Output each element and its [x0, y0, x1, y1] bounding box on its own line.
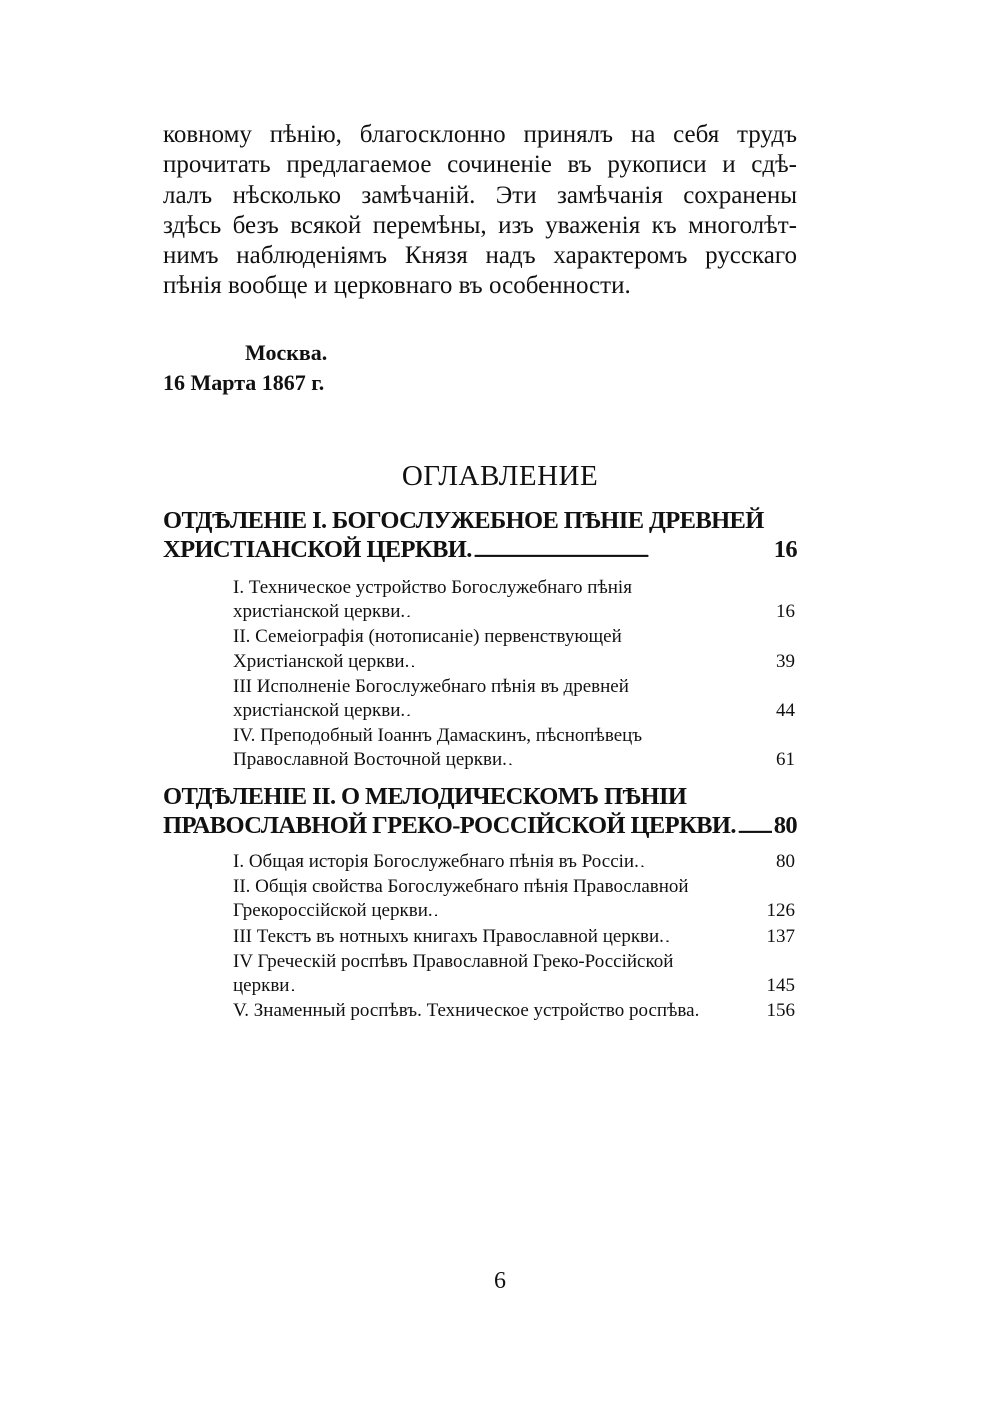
page-ref: 156 [766, 1000, 795, 1022]
toc-item [233, 899, 795, 924]
signature-place: Москва. [245, 340, 328, 365]
page-ref: 61 [776, 749, 795, 771]
page-ref: 126 [766, 900, 795, 922]
dot-leader [509, 748, 774, 773]
body-paragraph [163, 120, 797, 302]
signature-date: 16 Марта 1867 г. [163, 370, 325, 395]
toc-item-line: IV. Преподобный Іоаннъ Дамаскинъ, пѣснопѣвецъ [233, 725, 643, 747]
paragraph-line: здѣсь безъ всякой перемѣны, изъ уваженія къ многолѣт- [163, 211, 797, 239]
section-title-line: ОТДѢЛЕНІЕ II. О МЕЛОДИЧЕСКОМЪ ПѢНІИ [163, 783, 687, 810]
toc-section-1 [163, 506, 797, 568]
section-title-line: ПРАВОСЛАВНОЙ ГРЕКО-РОССІЙСКОЙ ЦЕРКВИ. [163, 812, 736, 839]
toc-item-line: Грекороссійской церкви. [233, 900, 433, 922]
toc-item-line: II. Семеіографія (нотописаніе) первенствующей [233, 626, 622, 648]
toc-item [233, 974, 795, 999]
toc-section-2 [163, 782, 797, 844]
page-ref: 16 [776, 601, 795, 623]
toc-item-line: христіанской церкви. [233, 601, 406, 623]
toc-item-line: I. Техническое устройство Богослужебнаго пѣнія [233, 577, 632, 598]
dot-leader [435, 899, 765, 924]
dot-leader [407, 699, 774, 724]
toc-item-line: II. Общія свойства Богослужебнаго пѣнія Православной [233, 876, 689, 898]
section-title-line: ХРИСТІАНСКОЙ ЦЕРКВИ. [163, 536, 472, 563]
paragraph-line: пѣнія вообще и церковнаго въ особенности. [163, 272, 631, 300]
dot-leader [407, 600, 774, 625]
toc-item-line: IV Греческій роспѣвъ Православной Греко-Россійской [233, 950, 674, 972]
toc-item [233, 925, 795, 950]
dot-leader [641, 850, 774, 875]
toc-item [233, 850, 795, 875]
dot-leader [291, 974, 764, 999]
page-ref: 137 [766, 925, 795, 947]
paragraph-line: прочитать предлагаемое сочиненіе въ рукописи и сдѣ- [163, 151, 797, 179]
toc-item-line: III Текстъ въ нотныхъ книгахъ Православной церкви. [233, 925, 664, 947]
toc-item-line: Православной Восточной церкви. [233, 749, 507, 771]
toc-subsections-2 [233, 850, 795, 1023]
page-ref: 145 [766, 975, 795, 997]
page-ref: 39 [776, 650, 795, 672]
toc-item-line: церкви [233, 975, 290, 997]
dot-leader [738, 811, 772, 844]
toc-subsections-1 [233, 576, 795, 774]
page-number: 6 [494, 1268, 506, 1294]
toc-item [233, 699, 795, 724]
page-ref: 80 [773, 812, 797, 839]
dot-leader [474, 535, 772, 568]
toc-item-line: III Исполненіе Богослужебнаго пѣнія въ древней [233, 675, 629, 697]
dot-leader [666, 925, 765, 950]
toc-item [233, 600, 795, 625]
paragraph-line: нимъ наблюденіямъ Князя надъ характеромъ русскаго [163, 242, 797, 270]
page-ref: 16 [773, 536, 797, 563]
toc-item-line: Христіанской церкви. [233, 650, 410, 672]
page-ref: 44 [776, 700, 795, 722]
toc-item-line: I. Общая исторія Богослужебнаго пѣнія въ Россіи. [233, 851, 639, 872]
dot-leader [411, 650, 774, 675]
toc-item [233, 650, 795, 675]
paragraph-line: лалъ нѣсколько замѣчаній. Эти замѣчанія сохранены [163, 181, 797, 209]
toc-item [233, 748, 795, 773]
toc-item-line: христіанской церкви. [233, 700, 406, 722]
toc-item-line: V. Знаменный роспѣвъ. Техническое устройство роспѣва. [233, 1000, 700, 1022]
toc-item [233, 999, 795, 1023]
section-title-line: ОТДѢЛЕНІЕ I. БОГОСЛУЖЕБНОЕ ПѢНІЕ ДРЕВНЕЙ [163, 507, 764, 534]
page-ref: 80 [776, 851, 795, 872]
paragraph-line: ковному пѣнію, благосклонно принялъ на себя трудъ [163, 121, 797, 148]
toc-title: ОГЛАВЛЕНИЕ [401, 460, 599, 492]
